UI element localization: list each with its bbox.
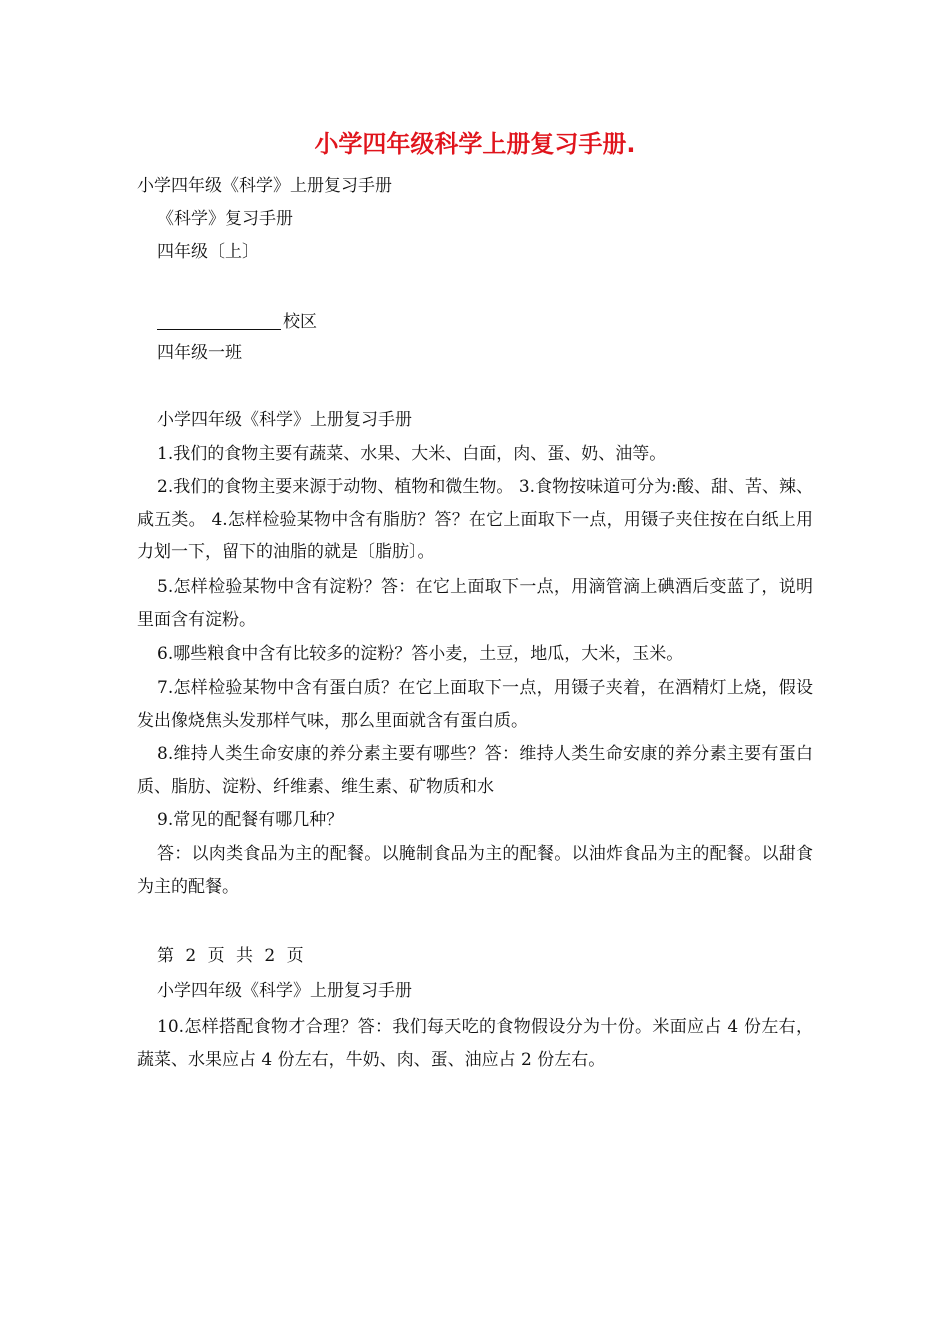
header-line-3: 四年级〔上〕	[157, 242, 259, 262]
campus-blank-underline	[157, 309, 281, 330]
item-1: 1.我们的食物主要有蔬菜、水果、大米、白面，肉、蛋、奶、油等。	[157, 444, 667, 464]
header-line-2: 《科学》复习手册	[157, 209, 293, 229]
item-9: 9.常见的配餐有哪几种？	[157, 810, 344, 830]
document-title: 小学四年级科学上册复习手册.	[314, 130, 636, 158]
section-title-2: 小学四年级《科学》上册复习手册	[157, 981, 412, 1001]
campus-line	[157, 309, 317, 333]
item-8: 8.维持人类生命安康的养分素主要有哪些？答：维持人类生命安康的养分素主要有蛋白质、脂肪、淀粉、纤维素、维生素、矿物质和水	[137, 744, 813, 797]
item-5: 5.怎样检验某物中含有淀粉？答：在它上面取下一点，用滴管滴上碘酒后变蓝了，说明里面含有淀粉。	[137, 577, 813, 630]
item-10: 10.怎样搭配食物才合理？答：我们每天吃的食物假设分为十份。米面应占 4 份左右，蔬菜、水果应占 4 份左右，牛奶、肉、蛋、油应占 2 份左右。	[137, 1017, 813, 1070]
section-title: 小学四年级《科学》上册复习手册	[157, 410, 412, 430]
item-6: 6.哪些粮食中含有比较多的淀粉？答小麦，土豆，地瓜，大米，玉米。	[157, 644, 684, 664]
item-9-answer: 答：以肉类食品为主的配餐。以腌制食品为主的配餐。以油炸食品为主的配餐。以甜食为主的配餐。	[137, 844, 813, 897]
header-line-1: 小学四年级《科学》上册复习手册	[137, 176, 392, 196]
page-footer: 第 2 页 共 2 页	[157, 946, 307, 966]
class-name: 四年级一班	[157, 343, 242, 363]
campus-suffix: 校区	[283, 312, 317, 332]
item-7: 7.怎样检验某物中含有蛋白质？在它上面取下一点，用镊子夹着，在酒精灯上烧，假设发出像烧焦头发那样气味，那么里面就含有蛋白质。	[137, 678, 813, 731]
item-2-4: 2.我们的食物主要来源于动物、植物和微生物。 3.食物按味道可分为:酸、甜、苦、辣、咸五类。 4.怎样检验某物中含有脂肪？答？在它上面取下一点，用镊子夹住按在白纸上用力划一下，留下的油脂的就是〔脂肪〕。	[137, 477, 813, 562]
